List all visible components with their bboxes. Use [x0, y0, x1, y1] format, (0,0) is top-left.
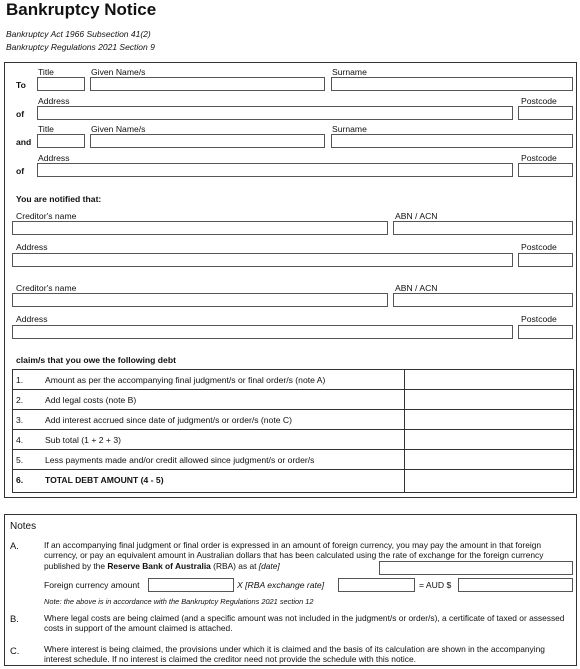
aud-label: = AUD $	[419, 580, 452, 590]
debtor1-given-label: Given Name/s	[91, 67, 146, 77]
regulation-reference: Bankruptcy Regulations 2021 Section 9	[6, 42, 155, 52]
note-c-text: Where interest is being claimed, the provisions under which it is claimed and the basis of its calculation are shown in the accompanying interest schedule. If no interest is claimed the creditor need not provide the schedule with this notice.	[44, 644, 545, 665]
debt-row-text: Amount as per the accompanying final judgment/s or final order/s (note A)	[45, 375, 326, 385]
rba-rate-label: X [RBA exchange rate]	[237, 580, 325, 590]
creditor2-name-label: Creditor's name	[16, 283, 77, 293]
creditor1-abn-label: ABN / ACN	[395, 211, 438, 221]
rba-rate-field[interactable]	[338, 578, 415, 592]
debtor1-postcode-label: Postcode	[521, 96, 557, 106]
page-title: Bankruptcy Notice	[6, 0, 157, 19]
aud-amount-field[interactable]	[458, 578, 573, 592]
claims-heading: claim/s that you owe the following debt	[16, 355, 176, 365]
debt-row-number: 1.	[16, 375, 24, 385]
foreign-amount-field[interactable]	[148, 578, 234, 592]
debt-row-amount-field[interactable]	[404, 429, 575, 450]
debtor2-surname-field[interactable]	[331, 134, 573, 148]
debt-row-text: Add interest accrued since date of judgment/s or order/s (note C)	[45, 415, 292, 425]
creditor1-abn-field[interactable]	[393, 221, 573, 235]
debt-row-amount-field[interactable]	[404, 389, 575, 410]
debtor1-postcode-field[interactable]	[518, 106, 573, 120]
debt-row-text: Sub total (1 + 2 + 3)	[45, 435, 121, 445]
debt-row-number: 4.	[16, 435, 24, 445]
rate-date-field[interactable]	[379, 561, 573, 575]
debt-row	[12, 389, 574, 410]
notes-heading: Notes	[10, 521, 37, 532]
debt-row-number: 2.	[16, 395, 24, 405]
debtor2-title-label: Title	[38, 124, 54, 134]
creditor2-postcode-label: Postcode	[521, 314, 557, 324]
debt-row-number: 3.	[16, 415, 24, 425]
of-label-2: of	[16, 166, 25, 176]
creditor1-address-label: Address	[16, 242, 48, 252]
debtor2-postcode-field[interactable]	[518, 163, 573, 177]
debtor1-title-field[interactable]	[37, 77, 85, 91]
debtor1-title-label: Title	[38, 67, 54, 77]
note-b-text: Where legal costs are being claimed (and a specific amount was not included in the judgment/s or order/s), a certificate of taxed or assessed costs in support of the amount claimed is attached.	[44, 613, 565, 634]
note-a-regulation: Note: the above is in accordance with the Bankruptcy Regulations 2021 section 12	[44, 597, 314, 606]
debt-row-text: Add legal costs (note B)	[45, 395, 137, 405]
debtor2-surname-label: Surname	[332, 124, 367, 134]
debtor1-surname-field[interactable]	[331, 77, 573, 91]
creditor2-address-label: Address	[16, 314, 48, 324]
debtor1-address-label: Address	[38, 96, 70, 106]
note-c-letter: C.	[10, 645, 20, 656]
debt-row-total	[12, 469, 574, 493]
debt-row-amount-field[interactable]	[404, 469, 575, 493]
debt-row-amount-field[interactable]	[404, 369, 575, 390]
creditor1-name-field[interactable]	[12, 221, 388, 235]
creditor1-postcode-label: Postcode	[521, 242, 557, 252]
debt-row-text: TOTAL DEBT AMOUNT (4 - 5)	[45, 475, 164, 485]
creditor2-abn-label: ABN / ACN	[395, 283, 438, 293]
debt-row	[12, 369, 574, 390]
debtor1-address-field[interactable]	[37, 106, 513, 120]
debtor2-title-field[interactable]	[37, 134, 85, 148]
debtor2-given-label: Given Name/s	[91, 124, 146, 134]
creditor2-postcode-field[interactable]	[518, 325, 573, 339]
creditor1-name-label: Creditor's name	[16, 211, 77, 221]
debt-row	[12, 409, 574, 430]
debt-row-number: 6.	[16, 475, 24, 485]
debt-row-number: 5.	[16, 455, 24, 465]
creditor2-abn-field[interactable]	[393, 293, 573, 307]
act-reference: Bankruptcy Act 1966 Subsection 41(2)	[6, 29, 151, 39]
creditor2-name-field[interactable]	[12, 293, 388, 307]
to-label: To	[16, 80, 26, 90]
note-a-text: If an accompanying final judgment or final order is expressed in an amount of foreign currency, you may pay the amount in that foreign currency, or pay an equivalent amount in Australian dollars that has been calculated using the rate of exchange for the foreign currency published by the Reserve Bank of Australia (RBA) as at [date]	[44, 540, 544, 571]
creditor1-postcode-field[interactable]	[518, 253, 573, 267]
foreign-amount-label: Foreign currency amount	[44, 580, 140, 590]
debtor1-surname-label: Surname	[332, 67, 367, 77]
of-label-1: of	[16, 109, 25, 119]
debtor2-postcode-label: Postcode	[521, 153, 557, 163]
debt-row-amount-field[interactable]	[404, 449, 575, 470]
creditor1-address-field[interactable]	[12, 253, 513, 267]
debtor1-given-field[interactable]	[90, 77, 325, 91]
notified-heading: You are notified that:	[16, 194, 102, 204]
debt-row-text: Less payments made and/or credit allowed since judgment/s or order/s	[45, 455, 315, 465]
note-b-letter: B.	[10, 613, 19, 624]
debtor2-given-field[interactable]	[90, 134, 325, 148]
debt-row	[12, 429, 574, 450]
debt-row	[12, 449, 574, 470]
debtor2-address-label: Address	[38, 153, 70, 163]
and-label: and	[16, 137, 32, 147]
creditor2-address-field[interactable]	[12, 325, 513, 339]
note-a-letter: A.	[10, 540, 19, 551]
debtor2-address-field[interactable]	[37, 163, 513, 177]
debt-row-amount-field[interactable]	[404, 409, 575, 430]
